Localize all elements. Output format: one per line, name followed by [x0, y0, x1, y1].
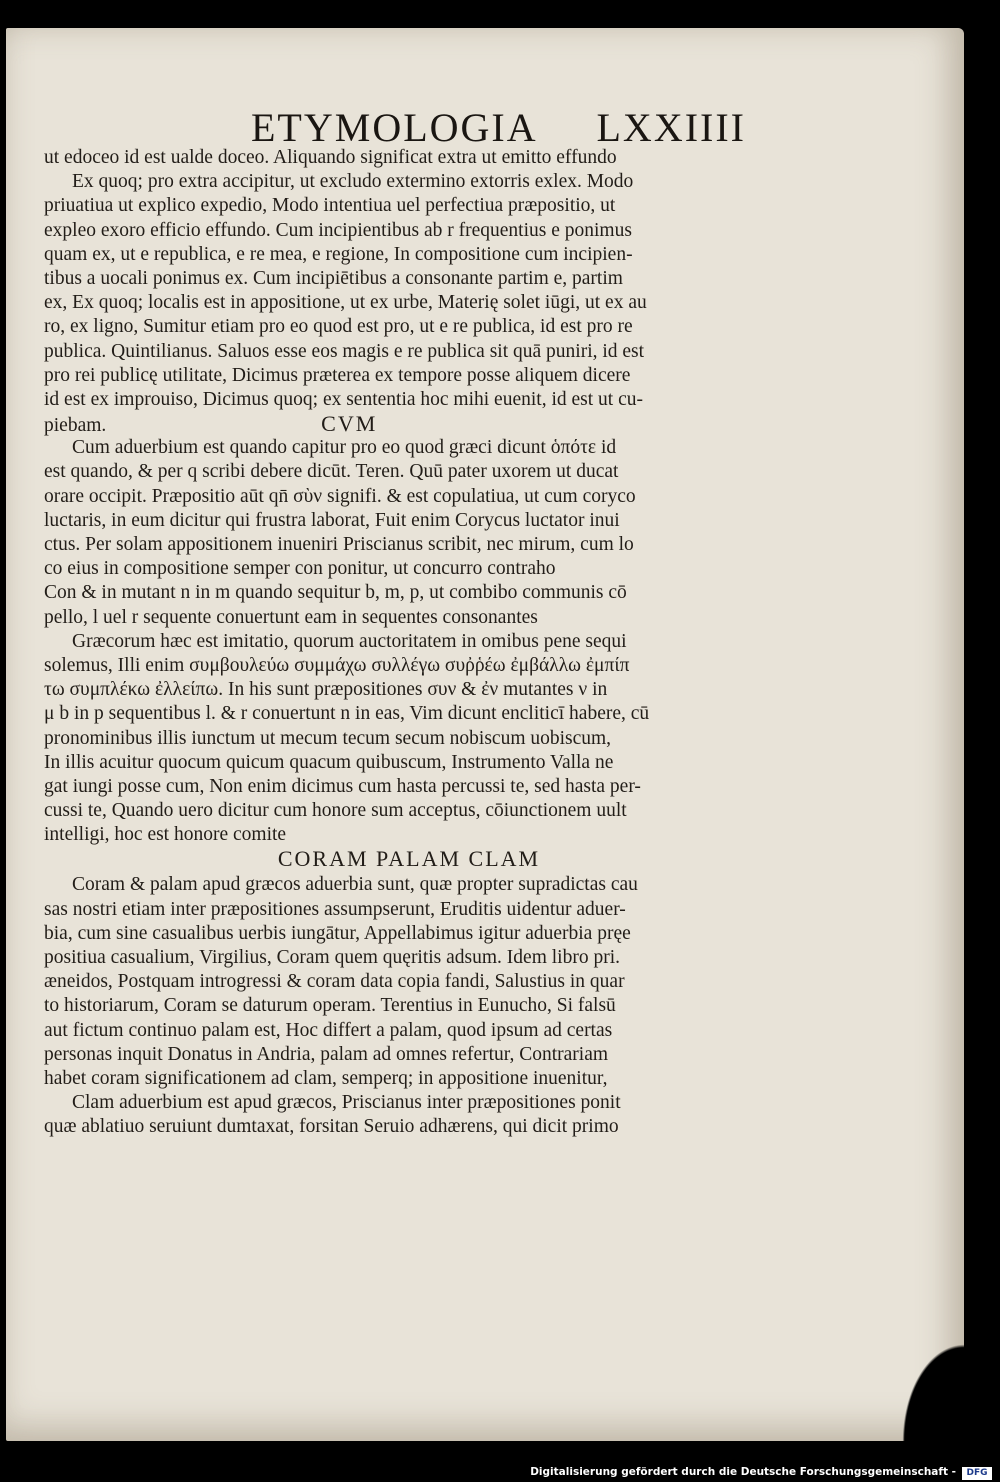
section-heading-cum: CVM — [321, 412, 378, 437]
text-line: bia, cum sine casualibus uerbis iungātur, Appellabimus igitur aduerbia pręe — [44, 922, 631, 944]
text-line: co eius in compositione semper con ponitur, ut concurro contraho — [44, 558, 556, 580]
running-title: ETYMOLOGIA — [251, 105, 538, 150]
text-line: gat iungi posse cum, Non enim dicimus cum hasta percussi te, sed hasta per- — [44, 775, 641, 797]
text-line: ut edoceo id est ualde doceo. Aliquando significat extra ut emitto effundo — [44, 147, 617, 168]
text-line: ro, ex ligno, Sumitur etiam pro eo quod est pro, ut e re publica, id est pro re — [44, 316, 633, 338]
digitization-footer — [0, 1464, 1000, 1482]
text-line: aut fictum continuo palam est, Hoc differt a palam, quod ipsum ad certas — [44, 1019, 613, 1041]
text-line: Clam aduerbium est apud græcos, Priscianus inter præpositiones ponit — [72, 1092, 621, 1114]
text-line-with-heading — [44, 412, 774, 436]
text-line: Con & in mutant n in m quando sequitur b, m, p, ut combibo communis cō — [44, 582, 627, 604]
text-line: pello, l uel r sequente conuertunt eam in sequentes consonantes — [44, 606, 538, 628]
folio-number: LXXIIII — [596, 105, 746, 150]
text-line: personas inquit Donatus in Andria, palam ad omnes refertur, Contrariam — [44, 1043, 609, 1065]
text-fragment: piebam. — [44, 415, 107, 437]
text-line: cussi te, Quando uero dicitur cum honore sum acceptus, cōiunctionem uult — [44, 800, 627, 822]
text-line: ex, Ex quoq; localis est in appositione, ut ex urbe, Materię solet iūgi, ut ex au — [44, 292, 647, 314]
text-line: In illis acuitur quocum quicum quacum quibuscum, Instrumento Valla ne — [44, 751, 614, 773]
funding-credit: Digitalisierung gefördert durch die Deutsche Forschungsgemeinschaft - — [530, 1466, 956, 1478]
main-text — [44, 146, 774, 1140]
text-line: id est ex improuiso, Dicimus quoq; ex sententia hoc mihi euenit, id est ut cu- — [44, 388, 643, 410]
text-line: est quando, & per q scribi debere dicūt. Teren. Quū pater uxorem ut ducat — [44, 461, 619, 483]
text-line: quam ex, ut e republica, e re mea, e regione, In compositione cum incipien- — [44, 243, 633, 265]
text-line: Ex quoq; pro extra accipitur, ut excludo extermino extorris exlex. Modo — [72, 171, 634, 193]
text-line: publica. Quintilianus. Saluos esse eos magis e re publica sit quā puniri, id est — [44, 340, 645, 362]
dfg-logo: DFG — [962, 1467, 992, 1480]
text-line: Cum aduerbium est quando capitur pro eo quod græci dicunt ὁπότε id — [72, 437, 617, 459]
text-line: luctaris, in eum dicitur qui frustra laborat, Fuit enim Corycus luctator inui — [44, 509, 620, 531]
text-line: expleo exoro efficio effundo. Cum incipientibus ab r frequentius e ponimus — [44, 219, 632, 241]
text-line: to historiarum, Coram se daturum operam. Terentius in Eunucho, Si falsū — [44, 995, 616, 1017]
text-line: æneidos, Postquam introgressi & coram data copia fandi, Salustius in quar — [44, 971, 625, 993]
text-line: Græcorum hæc est imitatio, quorum auctoritatem in omibus pene sequi — [72, 630, 627, 652]
text-line: τω συμπλέκω ἐλλείπω. In his sunt præpositiones συν & ἐν mutantes ν in — [44, 679, 608, 701]
text-line: ctus. Per solam appositionem inueniri Priscianus scribit, nec mirum, cum lo — [44, 534, 634, 555]
book-page — [6, 28, 964, 1441]
text-line: tibus a uocali ponimus ex. Cum incipiētibus a consonante partim e, partim — [44, 267, 623, 289]
text-line: pro rei publicę utilitate, Dicimus præterea ex tempore posse aliquem dicere — [44, 364, 631, 386]
text-line: Coram & palam apud græcos aduerbia sunt, quæ propter supradictas cau — [72, 874, 638, 896]
text-line: solemus, Illi enim συμβουλεύω συμμάχω συλλέγω συῤῥέω ἐμβάλλω ἐμπίπ — [44, 654, 630, 676]
text-line: priuatiua ut explico expedio, Modo intentiua uel perfectiua præpositio, ut — [44, 195, 616, 217]
text-line: pronominibus illis iunctum ut mecum tecum secum nobiscum uobiscum, — [44, 727, 612, 749]
text-line: orare occipit. Præpositio aūt qn̄ σὺν signifi. & est copulatiua, ut cum coryco — [44, 485, 636, 507]
text-line: quæ ablatiuo seruiunt dumtaxat, forsitan Seruio adhærens, qui dicit primo — [44, 1116, 619, 1138]
text-line: sas nostri etiam inter præpositiones assumpserunt, Eruditis uidentur aduer- — [44, 898, 626, 920]
text-line: intelligi, hoc est honore comite — [44, 824, 287, 846]
section-heading-coram: CORAM PALAM CLAM — [277, 847, 541, 872]
text-line: μ b in p sequentibus l. & r conuertunt n in eas, Vim dicunt encliticī habere, cū — [44, 703, 650, 725]
text-line: positiua casualium, Virgilius, Coram quem quęritis adsum. Idem libro pri. — [44, 947, 620, 968]
text-line: habet coram significationem ad clam, semperq; in appositione inuenitur, — [44, 1067, 608, 1089]
page-header — [251, 86, 746, 150]
